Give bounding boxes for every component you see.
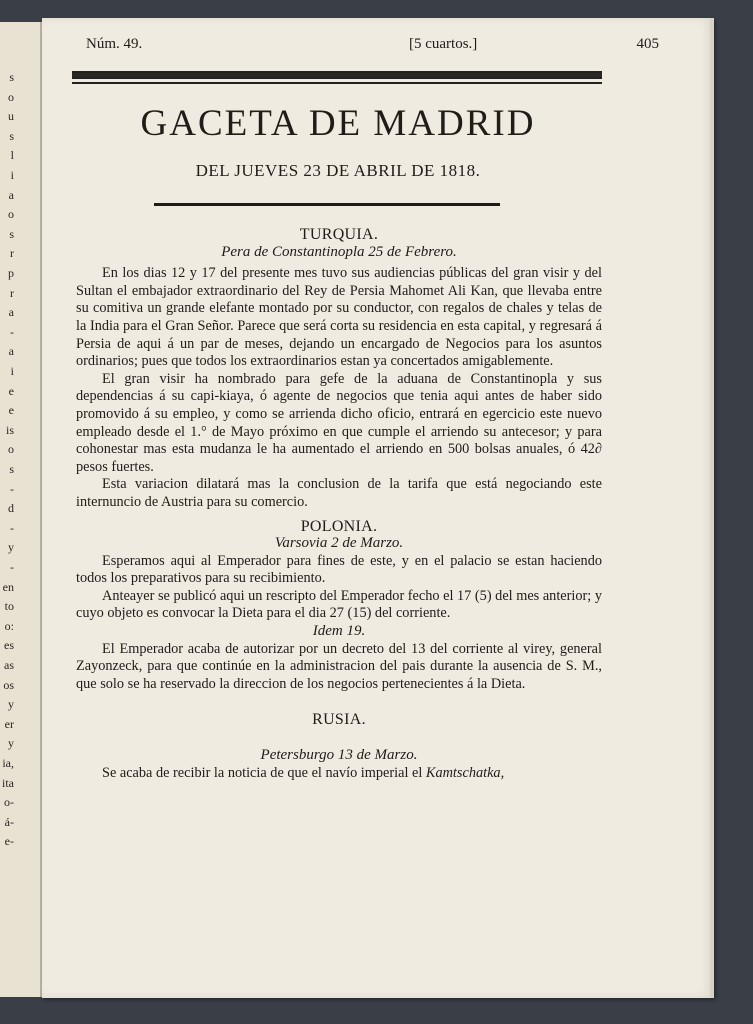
- issue-price: [5 cuartos.]: [409, 36, 478, 52]
- paragraph: Anteayer se publicó aqui un rescripto del Emperador fecho el 17 (5) del mes anterior; y cuyo objeto es convocar la Dieta para el dia 27 (15) del corriente.: [76, 587, 602, 622]
- dateline-idem: Idem 19.: [312, 623, 366, 640]
- section-title-turquia: TURQUIA.: [299, 226, 379, 243]
- left-page-fragment: a: [8, 344, 14, 359]
- left-page-fragment: -: [10, 324, 14, 339]
- dateline-pera: Pera de Constantinopla 25 de Febrero.: [221, 243, 457, 260]
- paragraph: El Emperador acaba de autorizar por un decreto del 13 del corriente al virey, general Zayonzeck, para que continúe en la administracion del pais durante la ausencia de S. M., que solo se ha reservado la direccion de los negocios pertenecientes á la Dieta.: [76, 640, 602, 692]
- left-page-fragment: u: [8, 109, 14, 124]
- left-page-fragment: to: [4, 599, 14, 614]
- left-page-fragment: e: [8, 383, 14, 398]
- left-page-fragment: s: [9, 70, 14, 84]
- date-line: DEL JUEVES 23 DE ABRIL DE 1818.: [195, 161, 481, 180]
- section-title-polonia: POLONIA.: [300, 517, 378, 535]
- left-page-fragment: -: [10, 560, 14, 574]
- page-number: 405: [636, 36, 659, 52]
- left-page-fragment: y: [8, 697, 14, 712]
- left-page-fragment: r: [10, 246, 14, 261]
- paragraph: El gran visir ha nombrado para gefe de la aduana de Constantinopla y sus dependencias á su capi-kiaya, ó agente de negocios que tenia aqui antes de haber sido promovido á su empleo, y como se arrienda dicho oficio, entrará en egercicio este nuevo empleado desde el 1.° de Mayo próximo en que cumple el arriendo su antecesor; y para cohonestar mas esta mudanza le ha aumentado el arriendo en 500 bolsas anuales, ó 42∂ pesos fuertes.: [76, 370, 602, 475]
- dateline-varsovia: Varsovia 2 de Marzo.: [274, 535, 404, 552]
- left-page-fragment: o: [8, 442, 14, 457]
- left-page-fragment: ia,: [2, 756, 14, 770]
- date-rule: [154, 203, 500, 206]
- page-edge-shadow: [710, 18, 714, 998]
- paragraph: Esperamos aqui al Emperador para fines de este, y en el palacio se estan haciendo todos los preparativos para su recibimiento.: [76, 552, 602, 587]
- left-page-fragment: ita: [2, 775, 14, 790]
- left-page-fragment: es: [4, 638, 14, 653]
- left-page-fragment: o:: [4, 618, 14, 633]
- left-page-fragment: i: [10, 168, 14, 182]
- paragraph: Esta variacion dilatará mas la conclusion de la tarifa que está negociando este internuncio de Austria para su comercio.: [76, 476, 602, 510]
- masthead-title: GACETA DE MADRID: [140, 103, 536, 144]
- left-page-fragment: o: [8, 207, 14, 222]
- left-page-fragment: l: [10, 148, 14, 163]
- issue-number: Núm. 49.: [86, 36, 143, 52]
- left-page-fragment: d: [8, 501, 14, 516]
- left-page-edge: [0, 22, 42, 997]
- left-page-fragment: a: [8, 305, 14, 320]
- left-page-fragment: s: [9, 128, 14, 143]
- paragraph: [76, 765, 602, 783]
- left-page-fragment: a: [8, 187, 14, 202]
- left-page-fragment: e: [8, 403, 14, 418]
- left-page-fragment: r: [10, 285, 14, 300]
- left-page-fragment: -: [10, 520, 14, 535]
- paragraph: En los dias 12 y 17 del presente mes tuvo sus audiencias públicas del gran visir y del Sultan el embajador extraordinario del Rey de Persia Mahomet Ali Kan, que llevaba entre su comitiva un grande elefante montado por su conductor, con regalos de chales y telas de la India para el Gran Señor. Parece que será corta su residencia en esta capital, y regresará á Persia de aqui á un par de meses, dejando un encargado de Negocios para los asuntos ordinarios; pues que todos los extraordinarios estan ya concertados amigablemente.: [76, 265, 602, 370]
- left-page-fragment: i: [10, 364, 14, 378]
- left-page-fragment: o: [8, 89, 14, 104]
- page-header: [86, 36, 659, 60]
- masthead-rule-top: [72, 71, 602, 79]
- left-page-fragment: s: [9, 462, 14, 476]
- article-column: [76, 226, 602, 782]
- ship-name: Kamtschatka,: [425, 764, 505, 781]
- left-page-fragment: y: [8, 736, 14, 751]
- left-page-fragment: is: [5, 422, 14, 437]
- left-page-fragment: as: [4, 658, 14, 672]
- last-line-text: Se acaba de recibir la noticia de que el navío imperial el: [102, 764, 426, 781]
- dateline-petersburgo: Petersburgo 13 de Marzo.: [260, 747, 418, 764]
- left-page-fragment: -: [10, 481, 14, 496]
- left-page-fragment: s: [9, 226, 14, 241]
- left-page-fragment: y: [8, 540, 14, 555]
- masthead-rule-bottom: [72, 82, 602, 84]
- section-title-rusia: RUSIA.: [312, 711, 366, 729]
- left-page-fragment: os: [3, 677, 14, 692]
- left-page-fragment: er: [4, 716, 14, 731]
- gazette-page: [42, 18, 714, 998]
- left-page-fragment: e-: [4, 834, 14, 849]
- left-page-fragment: en: [2, 579, 14, 594]
- left-page-fragment: o-: [4, 795, 14, 810]
- left-page-fragment: á-: [4, 814, 14, 829]
- left-page-fragment: p: [8, 266, 14, 280]
